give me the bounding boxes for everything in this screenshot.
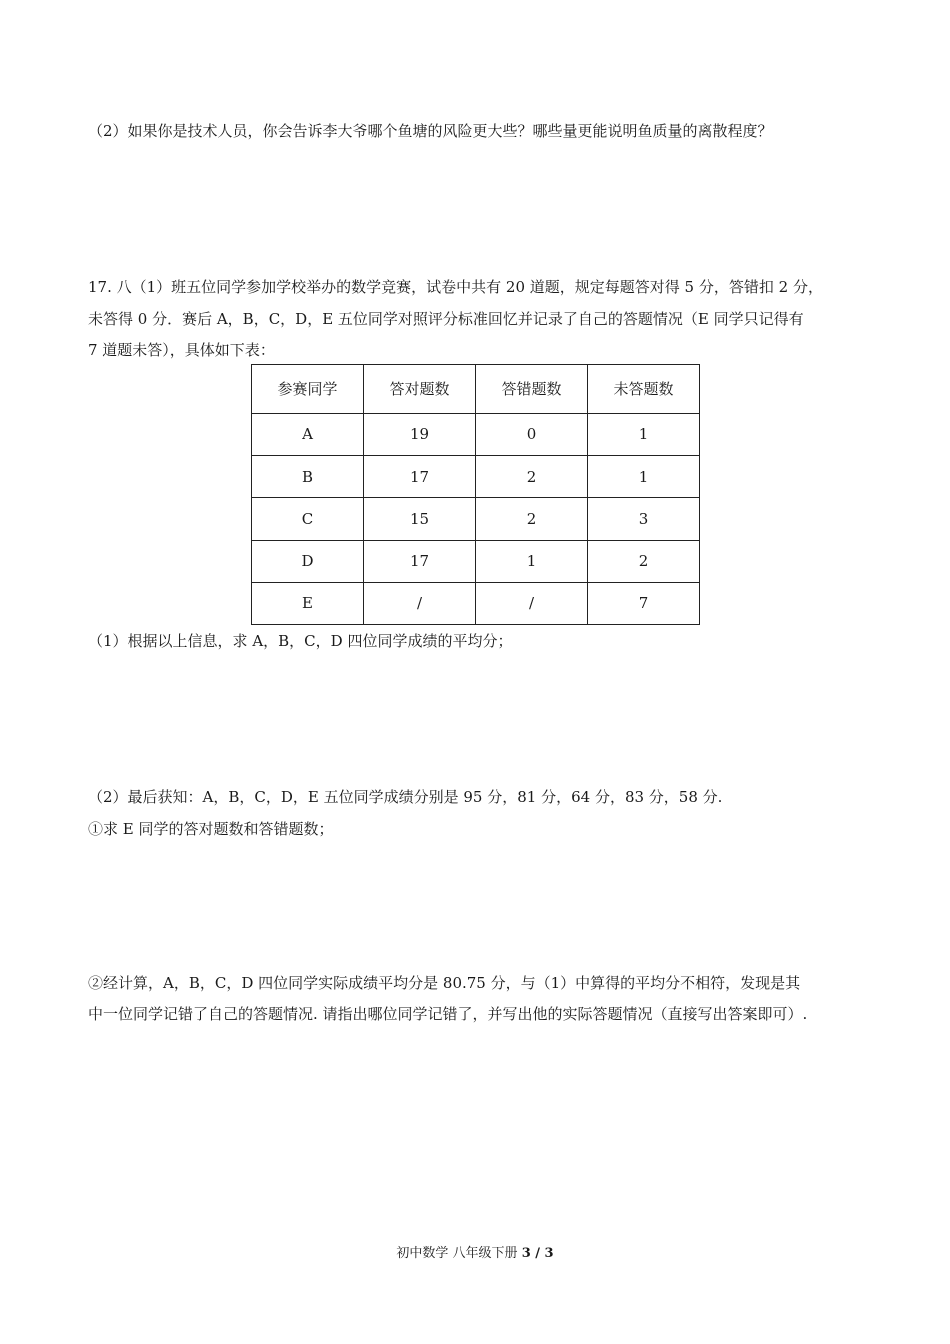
- table-header-cell: 答错题数: [476, 365, 588, 414]
- table-header-row: [252, 365, 700, 414]
- q17-stem-line1: 17. 八（1）班五位同学参加学校举办的数学竞赛，试卷中共有 20 道题，规定每题答对得 5 分，答错扣 2 分，: [88, 278, 823, 296]
- table-cell: C: [252, 498, 364, 540]
- table-cell: 19: [364, 413, 476, 455]
- page-number: 3 / 3: [521, 1246, 554, 1261]
- table-row: [252, 413, 700, 455]
- table-cell: D: [252, 540, 364, 582]
- table-row: [252, 582, 700, 624]
- table-cell: 7: [588, 582, 700, 624]
- table-cell: 0: [476, 413, 588, 455]
- q17-part2-ii-line1: ②经计算，A，B，C，D 四位同学实际成绩平均分是 80.75 分，与（1）中算得的平均分不相符，发现是其: [88, 974, 801, 992]
- table-cell: 2: [476, 456, 588, 498]
- table-cell: 15: [364, 498, 476, 540]
- table-header-cell: 答对题数: [364, 365, 476, 414]
- table-cell: 1: [476, 540, 588, 582]
- table-cell: 2: [588, 540, 700, 582]
- table-cell: 1: [588, 413, 700, 455]
- q17-part2-ii-line2: 中一位同学记错了自己的答题情况. 请指出哪位同学记错了，并写出他的实际答题情况（直接写出答案即可）.: [88, 1005, 808, 1023]
- q17-stem-line2: 未答得 0 分．赛后 A，B，C，D，E 五位同学对照评分标准回忆并记录了自己的答题情况（E 同学只记得有: [88, 310, 804, 328]
- score-table: [251, 364, 700, 625]
- table-cell: E: [252, 582, 364, 624]
- table-row: [252, 498, 700, 540]
- table-cell: /: [364, 582, 476, 624]
- table-row: [252, 540, 700, 582]
- table-cell: 1: [588, 456, 700, 498]
- page-footer: [0, 1245, 950, 1263]
- q17-part1-text: （1）根据以上信息，求 A，B，C，D 四位同学成绩的平均分；: [88, 632, 513, 650]
- table-header-cell: 参赛同学: [252, 365, 364, 414]
- table-cell: 3: [588, 498, 700, 540]
- table-cell: 17: [364, 540, 476, 582]
- table-cell: A: [252, 413, 364, 455]
- q17-stem-line3: 7 道题未答），具体如下表：: [88, 341, 275, 359]
- table-cell: /: [476, 582, 588, 624]
- table-cell: 2: [476, 498, 588, 540]
- footer-label: 初中数学 八年级下册: [396, 1246, 522, 1261]
- table-cell: 17: [364, 456, 476, 498]
- q17-part2-i-text: ①求 E 同学的答对题数和答错题数；: [88, 820, 334, 838]
- table-cell: B: [252, 456, 364, 498]
- table-header-cell: 未答题数: [588, 365, 700, 414]
- table-row: [252, 456, 700, 498]
- q17-part2-text: （2）最后获知：A，B，C，D，E 五位同学成绩分别是 95 分，81 分，64 分，83 分，58 分.: [88, 788, 723, 806]
- q16-part2-text: （2）如果你是技术人员，你会告诉李大爷哪个鱼塘的风险更大些？哪些量更能说明鱼质量的离散程度？: [88, 122, 773, 140]
